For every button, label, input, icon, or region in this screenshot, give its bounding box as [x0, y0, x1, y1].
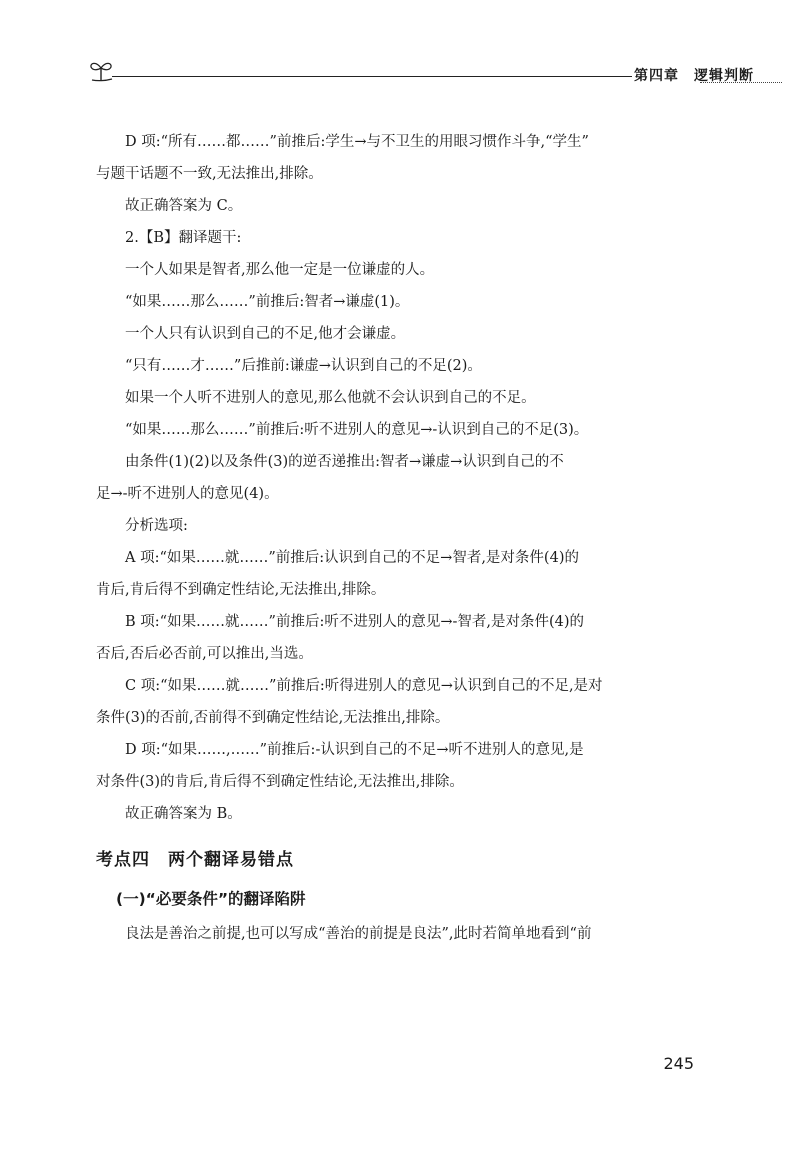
paragraph-line: C 项:“如果……就……”前推后:听得进别人的意见→认识到自己的不足,是对: [125, 678, 603, 694]
paragraph-line: 良法是善治之前提,也可以写成“善治的前提是良法”,此时若简单地看到“前: [125, 926, 592, 942]
paragraph-line: “如果……那么……”前推后:听不进别人的意见→-认识到自己的不足(3)。: [125, 422, 589, 438]
paragraph-line: B 项:“如果……就……”前推后:听不进别人的意见→-智者,是对条件(4)的: [125, 614, 585, 630]
paragraph-line: D 项:“如果……,……”前推后:-认识到自己的不足→听不进别人的意见,是: [125, 742, 584, 758]
paragraph-line: 分析选项:: [125, 518, 188, 534]
page-number: 245: [663, 1054, 694, 1073]
paragraph-line: A 项:“如果……就……”前推后:认识到自己的不足→智者,是对条件(4)的: [125, 550, 579, 566]
paragraph-line: 对条件(3)的肯后,肯后得不到确定性结论,无法推出,排除。: [96, 774, 464, 790]
subsection-heading: (一)“必要条件”的翻译陷阱: [116, 890, 306, 908]
paragraph-line: “如果……那么……”前推后:智者→谦虚(1)。: [125, 294, 410, 310]
paragraph-line: D 项:“所有……都……”前推后:学生→与不卫生的用眼习惯作斗争,“学生”: [125, 134, 589, 150]
paragraph-line: 肯后,肯后得不到确定性结论,无法推出,排除。: [96, 582, 386, 598]
page-header: [88, 56, 754, 96]
paragraph-line: 条件(3)的否前,否前得不到确定性结论,无法推出,排除。: [96, 710, 450, 726]
paragraph-line: “只有……才……”后推前:谦虚→认识到自己的不足(2)。: [125, 358, 482, 374]
page-body: [96, 126, 694, 950]
paragraph-line: 一个人如果是智者,那么他一定是一位谦虚的人。: [125, 262, 435, 278]
paragraph-line: 足→-听不进别人的意见(4)。: [96, 486, 279, 502]
paragraph-line: 一个人只有认识到自己的不足,他才会谦虚。: [125, 326, 406, 342]
sprout-icon: [88, 58, 114, 84]
paragraph-line: 2.【B】翻译题干:: [125, 230, 242, 246]
paragraph-line: 故正确答案为 B。: [125, 806, 242, 822]
paragraph-line: 否后,否后必否前,可以推出,当选。: [96, 646, 313, 662]
paragraph-line: 由条件(1)(2)以及条件(3)的逆否递推出:智者→谦虚→认识到自己的不: [125, 454, 564, 470]
paragraph-line: 故正确答案为 C。: [125, 198, 243, 214]
chapter-title: 第四章 逻辑判断: [634, 68, 754, 84]
section-heading: 考点四 两个翻译易错点: [96, 850, 294, 870]
header-dotted-rule: [700, 82, 782, 83]
header-rule: [112, 76, 632, 77]
paragraph-line: 如果一个人听不进别人的意见,那么他就不会认识到自己的不足。: [125, 390, 536, 406]
paragraph-line: 与题干话题不一致,无法推出,排除。: [96, 166, 323, 182]
